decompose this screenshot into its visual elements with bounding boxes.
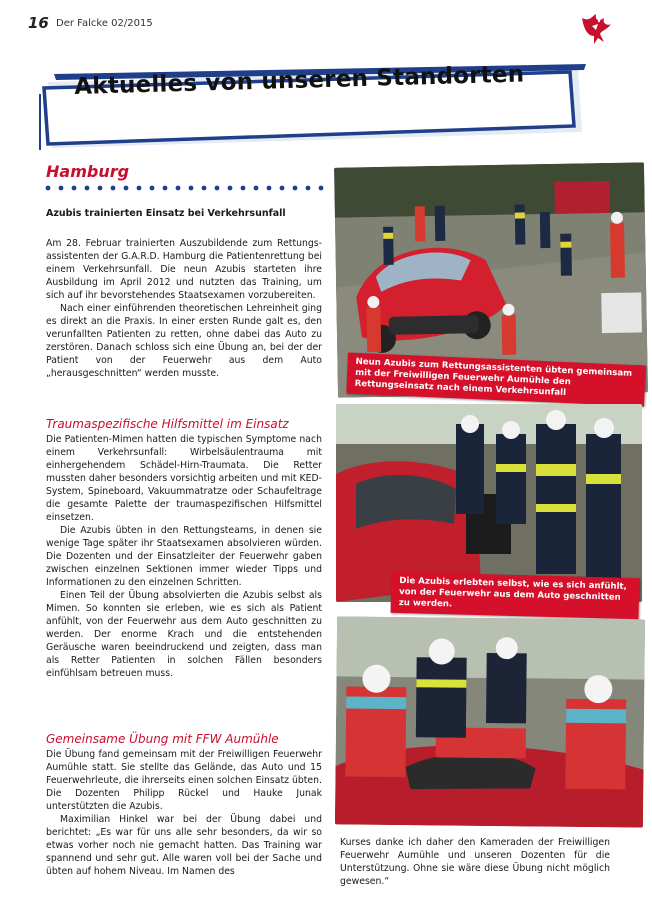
location-heading: Hamburg	[46, 162, 130, 181]
paragraph: Die Patienten-Mimen hatten die typischen Symptome nach einem Verkehrsunfall: Wirbelsäulentrauma mit einhergehendem Schädel-Hirn-Traumata. Die Retter mussten daher besonders vorsichtig arbeiten und mit KED-System, Spineboard, Vakuummatratze oder Schaufeltrage die gesamte Palette der traumaspezifischen Hilfsmittel einsetzen.	[46, 434, 322, 523]
paragraph: Die Übung fand gemeinsam mit der Freiwilligen Feuerwehr Aumühle statt. Sie stellte das Gelände, das Auto und 15 Feuerwehrleute, die ihrerseits einen solchen Einsatz übten. Die Dozenten Philipp Rückel und Hauke Junak unterstützten die Azubis.	[46, 749, 322, 812]
photo-firefighters-at-car	[336, 404, 642, 602]
falcon-logo-icon	[578, 12, 614, 46]
article-headline: Azubis trainierten Einsatz bei Verkehrsunfall	[46, 208, 286, 219]
paragraph: Am 28. Februar trainierten Auszubildende zum Rettungsassistenten der G.A.R.D. Hamburg die Patientenrettung bei einem Verkehrsunfall. Die neun Azubis starteten ihre Ausbildung im April 2012 und nutzten das Training, um sich auf ihr bevorstehendes Staatsexamen vorzubereiten.	[46, 238, 322, 301]
subheading: Gemeinsame Übung mit FFW Aumühle	[46, 732, 279, 746]
photo-caption: Die Azubis erlebten selbst, wie es sich anfühlt, von der Feuerwehr aus dem Auto geschnitten zu werden.	[391, 572, 640, 619]
subheading: Traumaspezifische Hilfsmittel im Einsatz	[46, 417, 289, 431]
photo-caption: Neun Azubis zum Rettungsassistenten übten gemeinsam mit der Freiwilligen Feuerwehr Aumühle den Rettungseinsatz nach einem Verkehrsunfall	[346, 353, 646, 407]
section-title: Aktuelles von unseren Standorten	[74, 61, 525, 100]
dotted-divider	[44, 184, 324, 192]
article-body-4	[340, 836, 610, 888]
photo-patient-rescue	[335, 616, 645, 827]
article-body-2	[46, 433, 322, 680]
paragraph: Die Azubis übten in den Rettungsteams, in denen sie wenige Tage später ihr Staatsexamen absolvieren würden. Die Dozenten und der Einsatzleiter der Feuerwehr gaben zwischen einzelnen Sektionen immer wieder Tipps und Informationen zu den einzelnen Schritten.	[46, 525, 322, 588]
magazine-issue: Der Falcke 02/2015	[56, 18, 153, 29]
paragraph: Kurses danke ich daher den Kameraden der Freiwilligen Feuerwehr Aumühle und unseren Dozenten für die Unterstützung. Ohne sie wäre diese Übung nicht möglich gewesen.“	[340, 837, 610, 887]
paragraph: Einen Teil der Übung absolvierten die Azubis selbst als Mimen. So konnten sie erleben, wie es sich als Patient anfühlt, von der Feuerwehr aus dem Auto geschnitten zu werden. Der enorme Krach und die entstehenden Geräusche waren beeindruckend und zeigten, dass man als Retter Patienten in solchen Fällen besonders einfühlsam betreuen muss.	[46, 590, 322, 679]
article-body-3	[46, 748, 322, 878]
paragraph: Maximilian Hinkel war bei der Übung dabei und berichtet: „Es war für uns alle sehr besonders, da wir so etwas vorher noch nie gemacht hatten. Das Training war spannend und sehr gut. Alle waren voll bei der Sache und übten auf hohem Niveau. Im Namen des	[46, 814, 322, 877]
paragraph: Nach einer einführenden theoretischen Lehreinheit ging es direkt an die Praxis. In einer ersten Runde galt es, den verunfallten Patienten zu retten, ohne dabei das Auto zu zerstören. Danach schloss sich eine Übung an, bei der der Patient von der Feuerwehr aus dem Auto „herausgeschnitten“ werden musste.	[46, 303, 322, 379]
page-number: 16	[28, 14, 49, 32]
article-body-1	[46, 237, 322, 380]
